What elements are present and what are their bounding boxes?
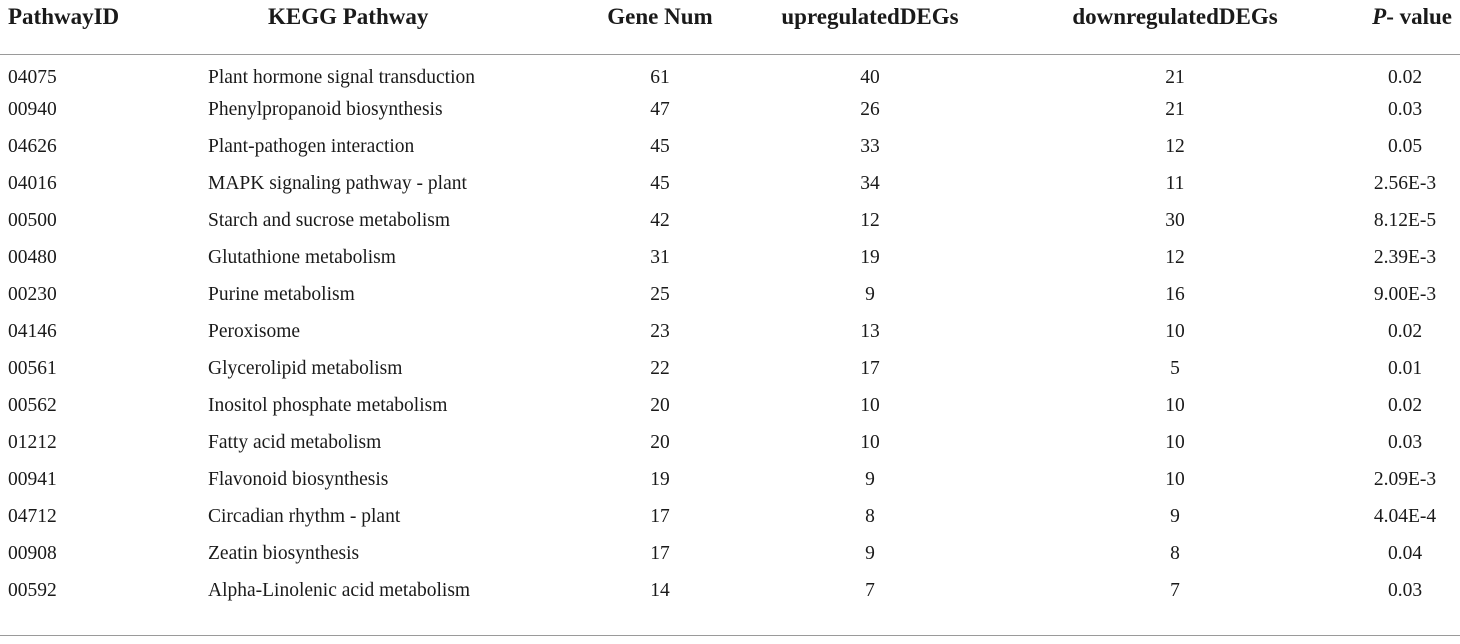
cell-gene-num: 31 bbox=[650, 246, 670, 268]
cell-pathway-id: 00562 bbox=[8, 394, 57, 416]
table-row bbox=[0, 276, 1460, 313]
table-row bbox=[0, 313, 1460, 350]
cell-upregulated-degs: 10 bbox=[860, 394, 880, 416]
cell-downregulated-degs: 10 bbox=[1165, 468, 1185, 490]
cell-upregulated-degs: 40 bbox=[860, 66, 880, 88]
cell-downregulated-degs: 16 bbox=[1165, 283, 1185, 305]
table-row bbox=[0, 202, 1460, 239]
cell-pathway-id: 00500 bbox=[8, 209, 57, 231]
cell-kegg-pathway: Plant-pathogen interaction bbox=[208, 135, 415, 157]
cell-pathway-id: 04016 bbox=[8, 172, 57, 194]
cell-downregulated-degs: 12 bbox=[1165, 246, 1185, 268]
cell-p-value: 0.02 bbox=[1387, 320, 1423, 342]
table-row bbox=[0, 498, 1460, 535]
table-row bbox=[0, 424, 1460, 461]
cell-upregulated-degs: 13 bbox=[860, 320, 880, 342]
cell-gene-num: 14 bbox=[650, 579, 670, 601]
cell-p-value: 8.12E-5 bbox=[1373, 209, 1437, 231]
cell-downregulated-degs: 30 bbox=[1165, 209, 1185, 231]
cell-p-value: 0.02 bbox=[1387, 66, 1423, 88]
cell-pathway-id: 00908 bbox=[8, 542, 57, 564]
cell-gene-num: 19 bbox=[650, 468, 670, 490]
header-p-value-suffix: - value bbox=[1386, 4, 1452, 29]
cell-kegg-pathway: Plant hormone signal transduction bbox=[208, 66, 476, 88]
header-downregulated-degs: downregulatedDEGs bbox=[1072, 4, 1278, 29]
cell-pathway-id: 00941 bbox=[8, 468, 57, 490]
cell-kegg-pathway: Alpha-Linolenic acid metabolism bbox=[208, 579, 471, 601]
table-row bbox=[0, 239, 1460, 276]
cell-downregulated-degs: 11 bbox=[1165, 172, 1185, 194]
cell-kegg-pathway: Purine metabolism bbox=[208, 283, 355, 305]
cell-kegg-pathway: Glycerolipid metabolism bbox=[208, 357, 403, 379]
cell-pathway-id: 00480 bbox=[8, 246, 57, 268]
header-gene-num: Gene Num bbox=[607, 4, 713, 29]
cell-p-value: 2.39E-3 bbox=[1373, 246, 1437, 268]
cell-kegg-pathway: Peroxisome bbox=[208, 320, 301, 342]
cell-pathway-id: 00940 bbox=[8, 98, 57, 120]
cell-downregulated-degs: 10 bbox=[1165, 320, 1185, 342]
cell-downregulated-degs: 8 bbox=[1170, 542, 1180, 564]
header-row bbox=[0, 0, 1460, 54]
cell-p-value: 4.04E-4 bbox=[1373, 505, 1437, 527]
table-row bbox=[0, 128, 1460, 165]
header-kegg-pathway: KEGG Pathway bbox=[268, 4, 429, 29]
cell-gene-num: 23 bbox=[650, 320, 670, 342]
cell-pathway-id: 01212 bbox=[8, 431, 57, 453]
cell-kegg-pathway: Phenylpropanoid biosynthesis bbox=[208, 98, 443, 120]
cell-p-value: 0.01 bbox=[1387, 357, 1423, 379]
header-pathway-id: PathwayID bbox=[8, 4, 120, 29]
table-row bbox=[0, 91, 1460, 128]
cell-gene-num: 45 bbox=[650, 172, 670, 194]
table-row bbox=[0, 387, 1460, 424]
cell-p-value: 0.03 bbox=[1387, 98, 1423, 120]
cell-kegg-pathway: Inositol phosphate metabolism bbox=[208, 394, 448, 416]
cell-upregulated-degs: 34 bbox=[860, 172, 880, 194]
cell-upregulated-degs: 9 bbox=[865, 283, 875, 305]
cell-kegg-pathway: Fatty acid metabolism bbox=[208, 431, 382, 453]
cell-p-value: 2.56E-3 bbox=[1373, 172, 1437, 194]
cell-downregulated-degs: 5 bbox=[1170, 357, 1180, 379]
cell-upregulated-degs: 17 bbox=[860, 357, 880, 379]
cell-upregulated-degs: 9 bbox=[865, 542, 875, 564]
cell-p-value: 0.03 bbox=[1387, 431, 1423, 453]
cell-p-value: 0.03 bbox=[1387, 579, 1423, 601]
cell-pathway-id: 04146 bbox=[8, 320, 57, 342]
cell-gene-num: 42 bbox=[650, 209, 670, 231]
cell-downregulated-degs: 7 bbox=[1170, 579, 1180, 601]
cell-upregulated-degs: 9 bbox=[865, 468, 875, 490]
cell-gene-num: 25 bbox=[650, 283, 670, 305]
cell-kegg-pathway: Glutathione metabolism bbox=[208, 246, 396, 268]
table-row bbox=[0, 165, 1460, 202]
cell-downregulated-degs: 12 bbox=[1165, 135, 1185, 157]
cell-gene-num: 47 bbox=[650, 98, 670, 120]
header-upregulated-degs: upregulatedDEGs bbox=[781, 4, 959, 29]
cell-upregulated-degs: 8 bbox=[865, 505, 875, 527]
cell-p-value: 0.05 bbox=[1387, 135, 1423, 157]
cell-downregulated-degs: 21 bbox=[1165, 66, 1185, 88]
cell-gene-num: 61 bbox=[650, 66, 670, 88]
cell-pathway-id: 04712 bbox=[8, 505, 57, 527]
cell-upregulated-degs: 10 bbox=[860, 431, 880, 453]
cell-upregulated-degs: 7 bbox=[865, 579, 875, 601]
cell-upregulated-degs: 19 bbox=[860, 246, 880, 268]
cell-kegg-pathway: Starch and sucrose metabolism bbox=[208, 209, 451, 231]
cell-p-value: 2.09E-3 bbox=[1373, 468, 1437, 490]
cell-pathway-id: 00592 bbox=[8, 579, 57, 601]
cell-upregulated-degs: 33 bbox=[860, 135, 880, 157]
cell-pathway-id: 00561 bbox=[8, 357, 57, 379]
table-row bbox=[0, 461, 1460, 498]
table-row bbox=[0, 572, 1460, 609]
cell-p-value: 0.02 bbox=[1387, 394, 1423, 416]
table-body bbox=[0, 54, 1460, 609]
cell-upregulated-degs: 26 bbox=[860, 98, 880, 120]
cell-gene-num: 20 bbox=[650, 431, 670, 453]
cell-downregulated-degs: 10 bbox=[1165, 394, 1185, 416]
cell-gene-num: 45 bbox=[650, 135, 670, 157]
cell-pathway-id: 04075 bbox=[8, 66, 57, 88]
table-row bbox=[0, 54, 1460, 91]
header-p-value bbox=[1320, 0, 1460, 54]
cell-p-value: 9.00E-3 bbox=[1373, 283, 1437, 305]
cell-kegg-pathway: Flavonoid biosynthesis bbox=[208, 468, 389, 490]
table-header bbox=[0, 0, 1460, 54]
cell-gene-num: 17 bbox=[650, 505, 670, 527]
cell-downregulated-degs: 10 bbox=[1165, 431, 1185, 453]
cell-pathway-id: 04626 bbox=[8, 135, 57, 157]
cell-downregulated-degs: 9 bbox=[1170, 505, 1180, 527]
cell-gene-num: 22 bbox=[650, 357, 670, 379]
cell-kegg-pathway: Circadian rhythm - plant bbox=[208, 505, 401, 527]
bottom-rule bbox=[0, 635, 1460, 636]
table-row bbox=[0, 350, 1460, 387]
cell-gene-num: 17 bbox=[650, 542, 670, 564]
header-p-value-symbol: P bbox=[1372, 4, 1387, 29]
cell-pathway-id: 00230 bbox=[8, 283, 57, 305]
cell-downregulated-degs: 21 bbox=[1165, 98, 1185, 120]
cell-gene-num: 20 bbox=[650, 394, 670, 416]
table-row bbox=[0, 535, 1460, 572]
cell-p-value: 0.04 bbox=[1387, 542, 1423, 564]
cell-kegg-pathway: Zeatin biosynthesis bbox=[208, 542, 360, 564]
cell-upregulated-degs: 12 bbox=[860, 209, 880, 231]
cell-kegg-pathway: MAPK signaling pathway - plant bbox=[208, 172, 467, 194]
